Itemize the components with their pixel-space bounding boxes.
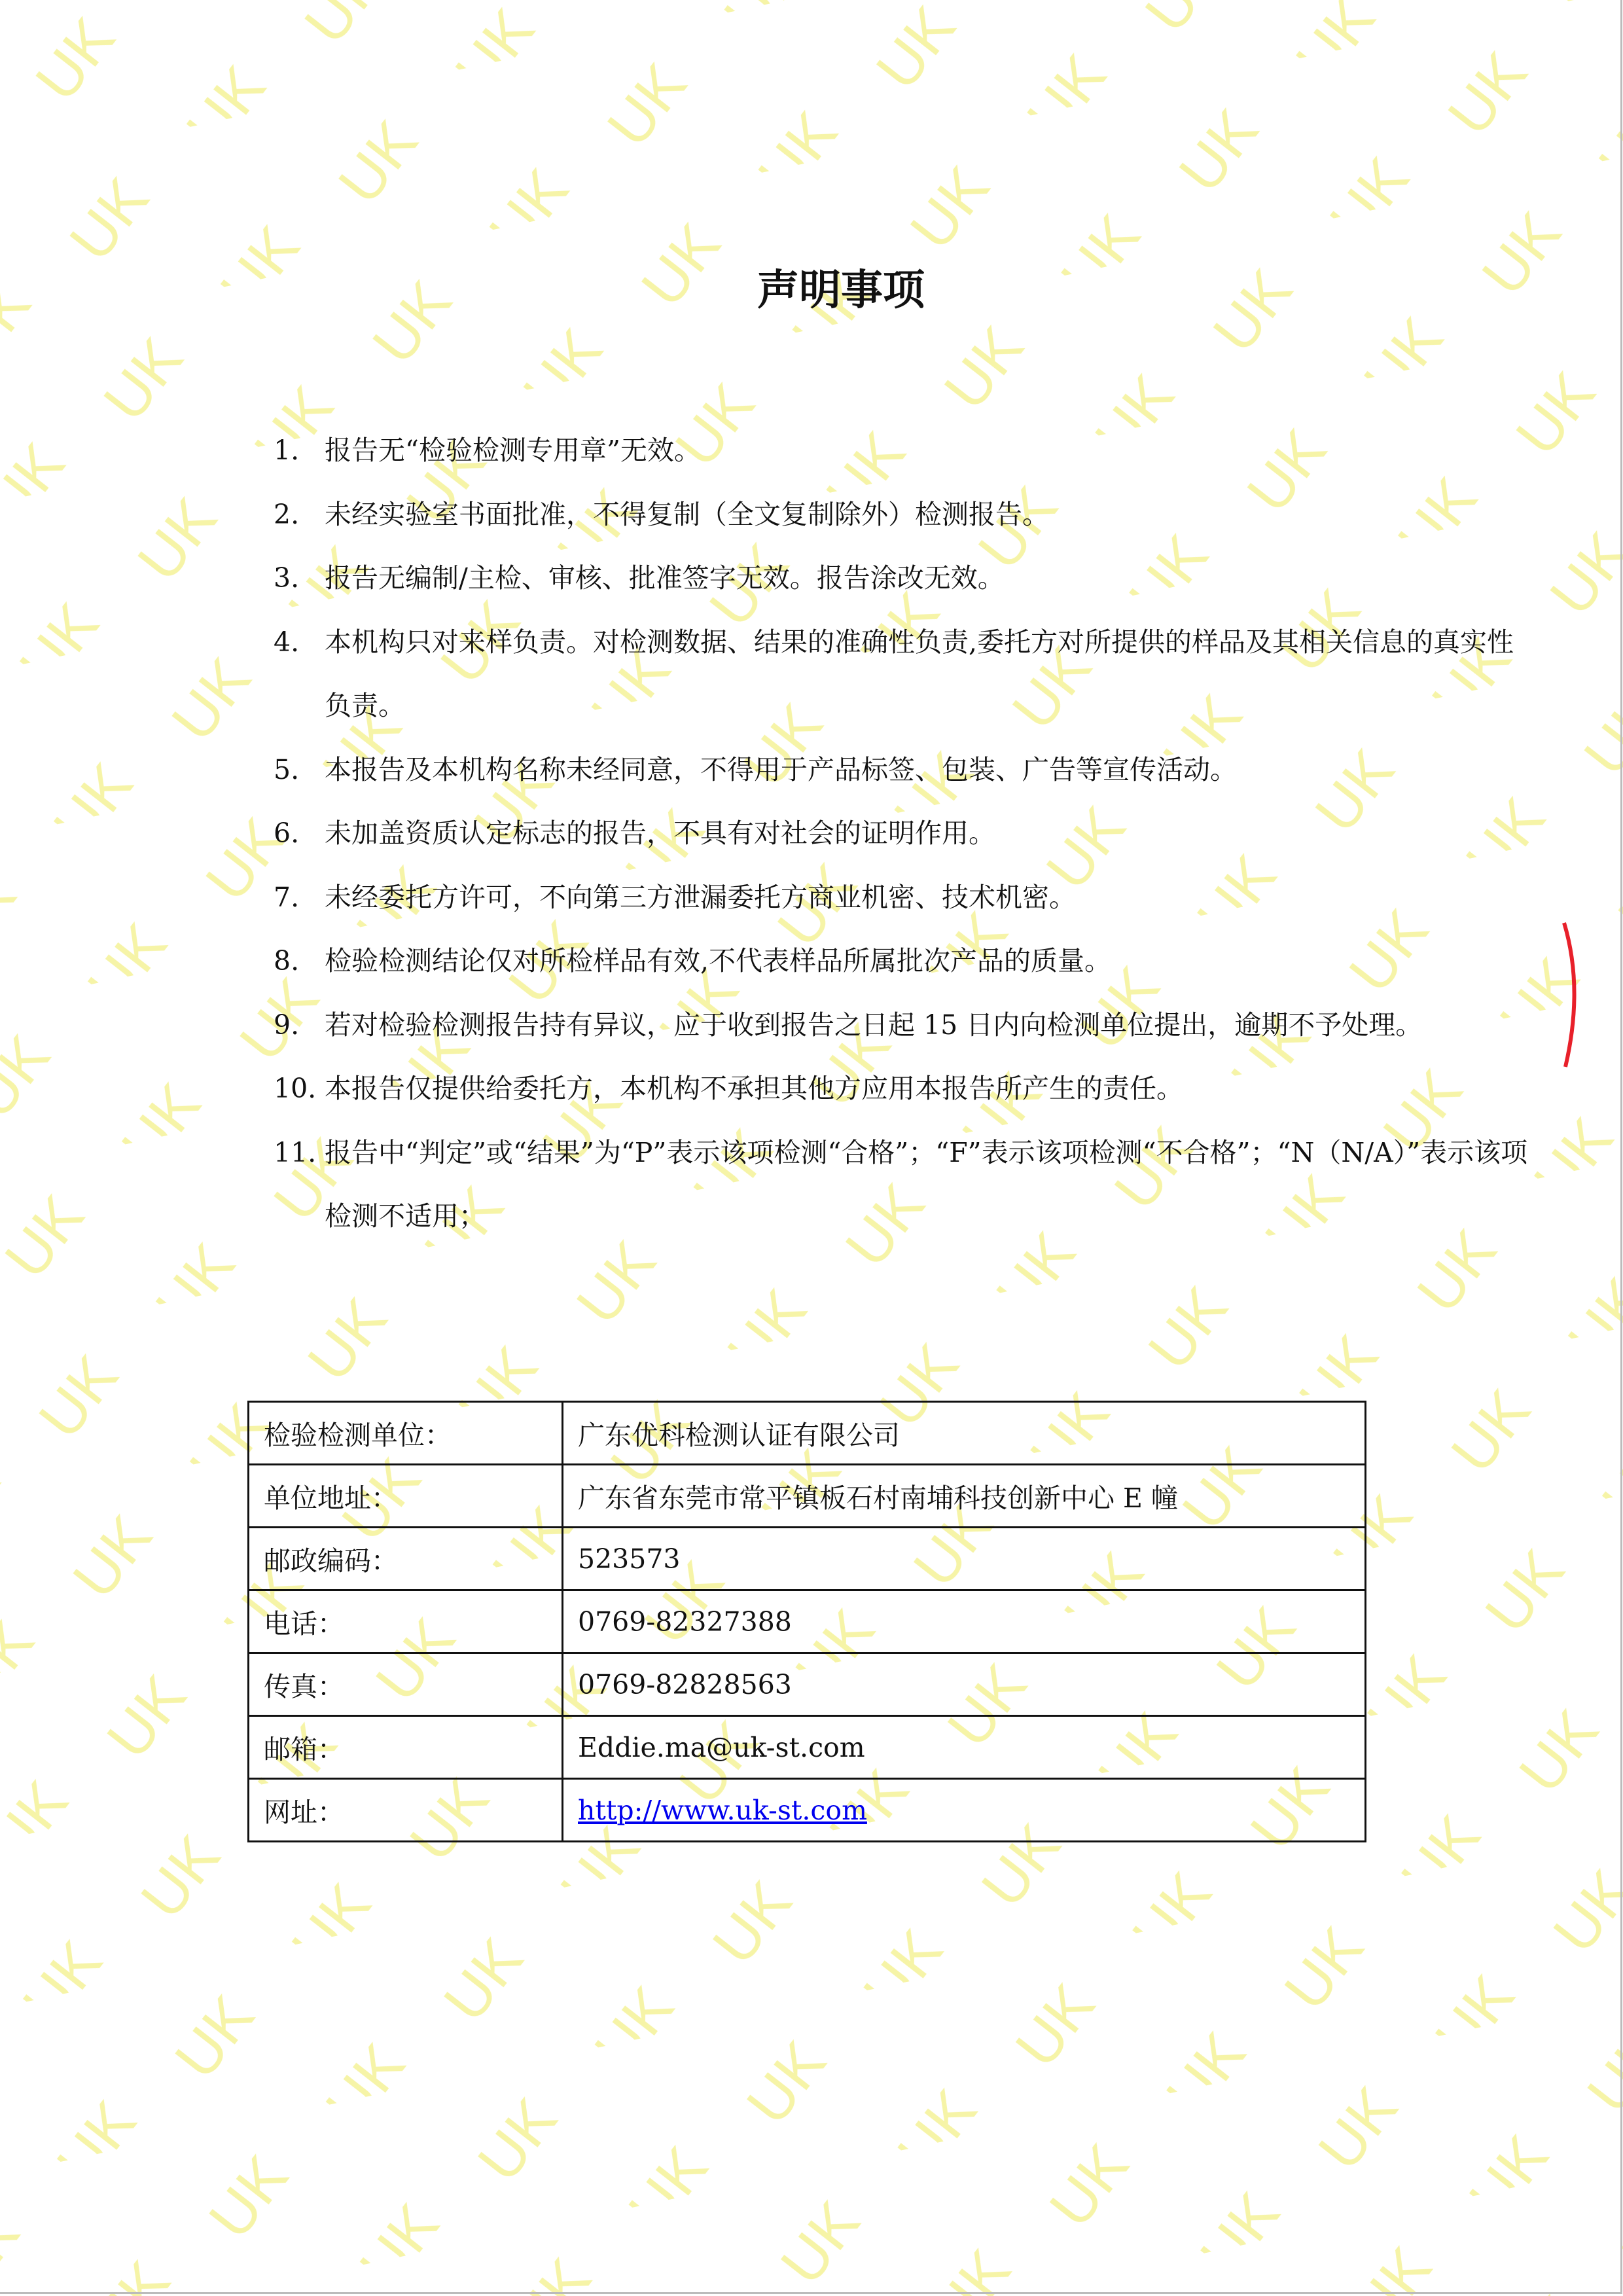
- row-value: 广东优科检测认证有限公司: [563, 1402, 1366, 1465]
- statement-list: [274, 419, 1530, 1249]
- item-text: 未经委托方许可，不向第三方泄漏委托方商业机密、技术机密。: [325, 881, 1076, 913]
- list-item: [274, 802, 1530, 866]
- item-text: 未经实验室书面批准，不得复制（全文复制除外）检测报告。: [325, 498, 1049, 530]
- item-text: 若对检验检测报告持有异议，应于收到报告之日起 15 日内向检测单位提出，逾期不予处理。: [325, 1009, 1423, 1041]
- row-value: 523573: [563, 1528, 1366, 1590]
- item-text: 报告中“判定”或“结果”为“P”表示该项检测“合格”；“F”表示该项检测“不合格”；“N（N/A）”表示该项检测不适用；: [325, 1136, 1528, 1232]
- list-item: [274, 929, 1530, 994]
- list-item: [274, 611, 1530, 738]
- item-text: 未加盖资质认定标志的报告，不具有对社会的证明作用。: [325, 817, 995, 849]
- table-row: [249, 1590, 1366, 1653]
- item-number: 4.: [274, 626, 300, 658]
- list-item: [274, 419, 1530, 483]
- item-number: 5.: [274, 753, 300, 785]
- item-number: 11.: [274, 1136, 317, 1168]
- website-link[interactable]: http://www.uk-st.com: [578, 1794, 867, 1826]
- item-text: 本报告仅提供给委托方，本机构不承担其他方应用本报告所产生的责任。: [325, 1073, 1183, 1104]
- red-seal-edge: [1558, 916, 1584, 1073]
- row-label: 邮箱：: [249, 1716, 563, 1779]
- table-row: [249, 1653, 1366, 1716]
- row-value: 广东省东莞市常平镇板石村南埔科技创新中心 E 幢: [563, 1465, 1366, 1528]
- list-item: [274, 738, 1530, 802]
- table-row: [249, 1402, 1366, 1465]
- item-number: 1.: [274, 435, 300, 466]
- table-row: [249, 1779, 1366, 1842]
- item-number: 10.: [274, 1073, 317, 1104]
- row-label: 网址：: [249, 1779, 563, 1842]
- row-label: 传真：: [249, 1653, 563, 1716]
- list-item: [274, 483, 1530, 547]
- item-number: 9.: [274, 1009, 300, 1041]
- list-item: [274, 994, 1530, 1058]
- contact-table: [247, 1401, 1366, 1842]
- item-text: 本报告及本机构名称未经同意，不得用于产品标签、包装、广告等宣传活动。: [325, 753, 1237, 785]
- item-number: 6.: [274, 817, 300, 849]
- table-row: [249, 1716, 1366, 1779]
- item-number: 8.: [274, 945, 300, 977]
- item-number: 7.: [274, 881, 300, 913]
- list-item: [274, 1121, 1530, 1249]
- row-label: 检验检测单位：: [249, 1402, 563, 1465]
- item-text: 报告无编制/主检、审核、批准签字无效。报告涂改无效。: [325, 562, 1005, 594]
- row-value: 0769-82327388: [563, 1590, 1366, 1653]
- list-item: [274, 547, 1530, 611]
- item-text: 报告无“检验检测专用章”无效。: [325, 435, 701, 466]
- row-value: Eddie.ma@uk-st.com: [563, 1716, 1366, 1779]
- row-value: 0769-82828563: [563, 1653, 1366, 1716]
- list-item: [274, 866, 1530, 930]
- page-title: 声明事项: [757, 266, 925, 315]
- row-label: 邮政编码：: [249, 1528, 563, 1590]
- item-number: 2.: [274, 498, 300, 530]
- item-number: 3.: [274, 562, 300, 594]
- item-text: 本机构只对来样负责。对检测数据、结果的准确性负责,委托方对所提供的样品及其相关信息的真实性负责。: [325, 626, 1514, 721]
- row-label: 电话：: [249, 1590, 563, 1653]
- row-value: [563, 1779, 1366, 1842]
- table-row: [249, 1528, 1366, 1590]
- row-label: 单位地址：: [249, 1465, 563, 1528]
- list-item: [274, 1057, 1530, 1121]
- item-text: 检验检测结论仅对所检样品有效,不代表样品所属批次产品的质量。: [325, 945, 1112, 977]
- table-row: [249, 1465, 1366, 1528]
